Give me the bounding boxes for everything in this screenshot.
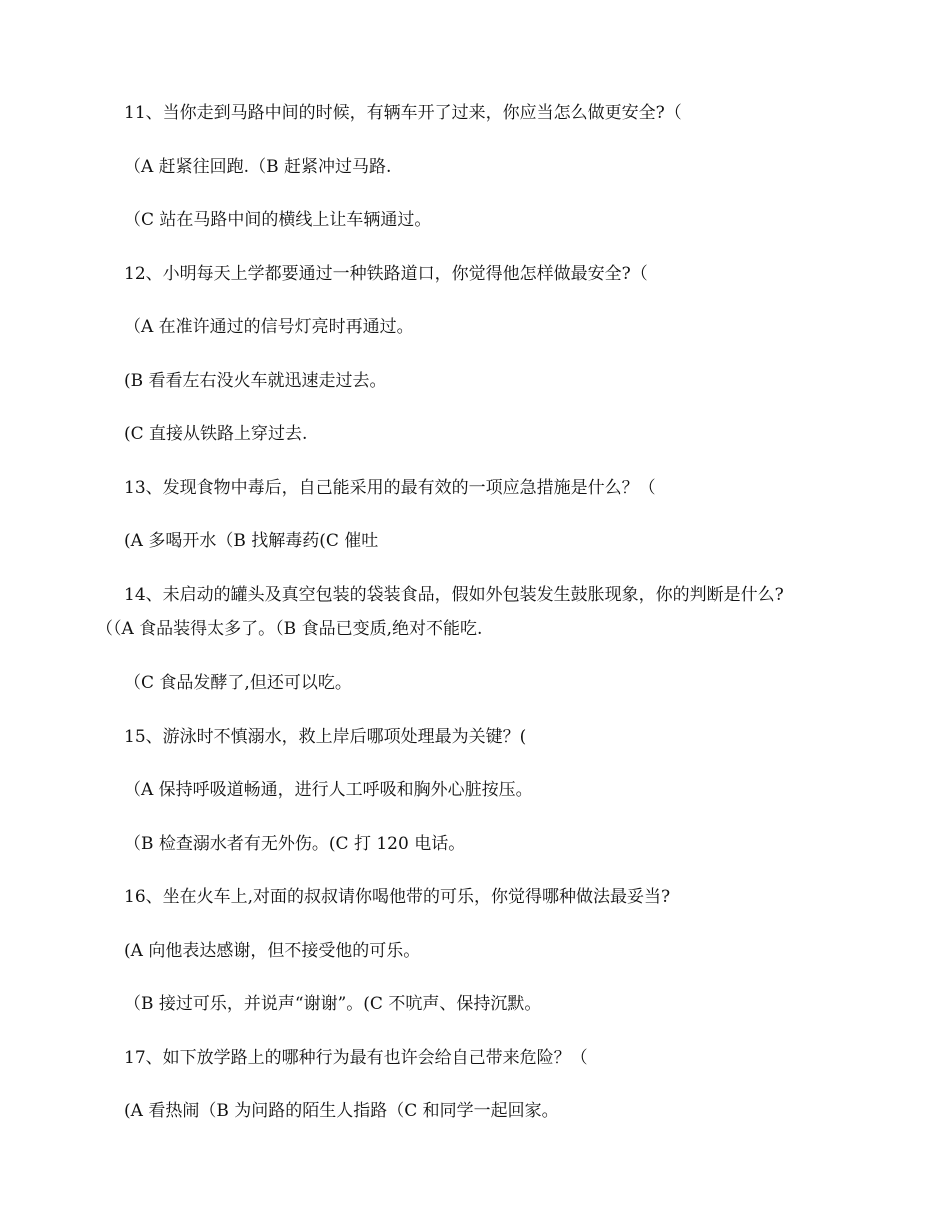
question-16-options-bc: （B 接过可乐，并说声“谢谢”。(C 不吭声、保持沉默。 [124,994,542,1014]
question-12-option-b: (B 看看左右没火车就迅速走过去。 [124,371,387,391]
question-16: 16、坐在火车上,对面的叔叔请你喝他带的可乐，你觉得哪种做法最妥当? [124,887,671,907]
question-17: 17、如下放学路上的哪种行为最有也许会给自己带来危险？（ [124,1048,588,1068]
question-11-option-c: （C 站在马路中间的横线上让车辆通过。 [124,210,432,230]
question-11: 11、当你走到马路中间的时候，有辆车开了过来，你应当怎么做更安全?（ [124,103,682,123]
question-14: 14、未启动的罐头及真空包装的袋装食品，假如外包装发生鼓胀现象，你的判断是什么? [124,585,784,605]
question-17-options: (A 看热闹（B 为问路的陌生人指路（C 和同学一起回家。 [124,1101,559,1121]
question-12-option-a: （A 在准许通过的信号灯亮时再通过。 [124,317,414,337]
question-15-options-bc: （B 检查溺水者有无外伤。(C 打 120 电话。 [124,834,466,854]
question-14-option-c: （C 食品发酵了,但还可以吃。 [124,673,352,693]
question-13-options: (A 多喝开水（B 找解毒药(C 催吐 [124,531,379,551]
question-16-option-a: (A 向他表达感谢，但不接受他的可乐。 [124,941,421,961]
question-15-option-a: （A 保持呼吸道畅通，进行人工呼吸和胸外心脏按压。 [124,780,533,800]
question-12: 12、小明每天上学都要通过一种铁路道口，你觉得他怎样做最安全?（ [124,264,648,284]
question-14-options-ab: （（A 食品装得太多了。（B 食品已变质,绝对不能吃. [96,619,483,639]
question-11-options-ab: （A 赶紧往回跑.（B 赶紧冲过马路. [124,157,392,177]
question-15: 15、游泳时不慎溺水，救上岸后哪项处理最为关键？( [124,727,527,747]
question-13: 13、发现食物中毒后，自己能采用的最有效的一项应急措施是什么？（ [124,478,656,498]
question-12-option-c: (C 直接从铁路上穿过去. [124,424,308,444]
